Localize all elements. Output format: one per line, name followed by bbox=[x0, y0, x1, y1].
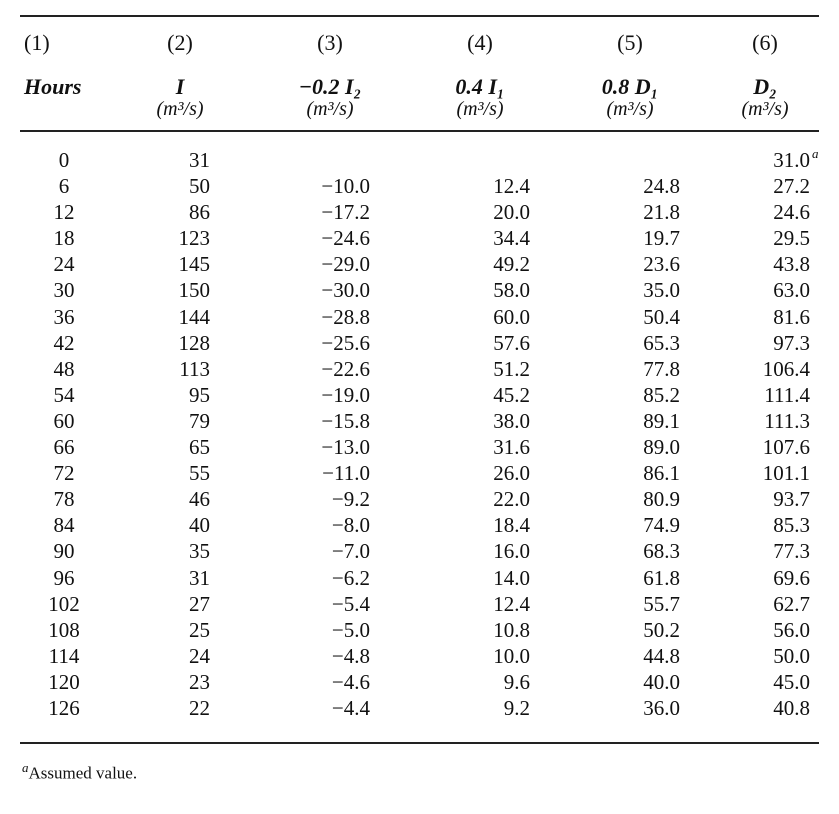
cell-neg-0-2-i2: −11.0 bbox=[322, 461, 370, 486]
cell-hours: 78 bbox=[53, 487, 75, 512]
cell-0-8-d1: 40.0 bbox=[643, 669, 680, 694]
table-row bbox=[0, 304, 839, 330]
cell-0-8-d1: 68.3 bbox=[643, 539, 680, 564]
cell-0-4-i1: 20.0 bbox=[493, 200, 530, 225]
table-row bbox=[0, 434, 839, 460]
cell-inflow: 22 bbox=[189, 695, 210, 720]
cell-hours: 42 bbox=[53, 330, 75, 355]
cell-0-8-d1: 35.0 bbox=[643, 278, 680, 303]
cell-d2: 24.6 bbox=[773, 200, 810, 225]
cell-0-8-d1: 89.0 bbox=[643, 435, 680, 460]
cell-neg-0-2-i2: −25.6 bbox=[321, 330, 370, 355]
cell-hours: 66 bbox=[53, 435, 75, 460]
cell-0-4-i1: 34.4 bbox=[493, 226, 530, 251]
cell-0-4-i1: 31.6 bbox=[493, 435, 530, 460]
cell-0-4-i1: 26.0 bbox=[493, 461, 530, 486]
table-row bbox=[0, 251, 839, 277]
cell-hours: 36 bbox=[53, 304, 75, 329]
cell-hours: 12 bbox=[53, 200, 75, 225]
cell-d2: 62.7 bbox=[773, 591, 810, 616]
cell-d2: 31.0 bbox=[773, 148, 810, 172]
column-header-inflow: I bbox=[175, 74, 185, 99]
cell-inflow: 65 bbox=[189, 435, 210, 460]
cell-inflow: 46 bbox=[189, 487, 210, 512]
cell-inflow: 145 bbox=[178, 252, 210, 277]
cell-0-8-d1: 77.8 bbox=[643, 356, 680, 381]
cell-neg-0-2-i2: −6.2 bbox=[331, 565, 370, 590]
cell-hours: 30 bbox=[53, 278, 75, 303]
cell-d2: 40.8 bbox=[773, 695, 810, 720]
cell-0-4-i1: 38.0 bbox=[493, 408, 530, 433]
cell-inflow: 128 bbox=[178, 330, 210, 355]
cell-inflow: 150 bbox=[178, 278, 210, 303]
cell-inflow: 23 bbox=[189, 669, 210, 694]
cell-neg-0-2-i2: −22.6 bbox=[321, 356, 370, 381]
cell-d2: 85.3 bbox=[773, 513, 810, 538]
cell-d2: 111.3 bbox=[764, 408, 810, 433]
table-row bbox=[0, 460, 839, 486]
cell-d2: 63.0 bbox=[773, 278, 810, 303]
cell-d2: 97.3 bbox=[773, 330, 810, 355]
table-row bbox=[0, 512, 839, 538]
cell-hours: 24 bbox=[53, 252, 75, 277]
cell-d2: 106.4 bbox=[762, 356, 810, 381]
column-header-neg-0-2-i2: −0.2 I₂ bbox=[298, 74, 362, 99]
cell-0-8-d1: 89.1 bbox=[643, 408, 680, 433]
cell-0-8-d1: 50.2 bbox=[643, 617, 680, 642]
table-row bbox=[0, 277, 839, 303]
cell-d2: 107.6 bbox=[762, 435, 810, 460]
cell-0-8-d1: 80.9 bbox=[643, 487, 680, 512]
cell-hours: 108 bbox=[48, 617, 80, 642]
column-number: (4) bbox=[467, 30, 493, 55]
cell-neg-0-2-i2: −5.0 bbox=[331, 617, 370, 642]
table-row bbox=[0, 199, 839, 225]
cell-hours: 120 bbox=[48, 669, 80, 694]
cell-0-4-i1: 12.4 bbox=[493, 591, 530, 616]
cell-inflow: 25 bbox=[189, 617, 210, 642]
cell-hours: 72 bbox=[53, 461, 75, 486]
table-row bbox=[0, 695, 839, 721]
cell-d2: 111.4 bbox=[764, 382, 810, 407]
cell-neg-0-2-i2: −4.6 bbox=[331, 669, 370, 694]
column-header-0-8-d1: 0.8 D₁ bbox=[601, 74, 659, 99]
cell-neg-0-2-i2: −19.0 bbox=[321, 382, 370, 407]
cell-0-8-d1: 86.1 bbox=[643, 461, 680, 486]
table-row bbox=[0, 643, 839, 669]
table-row bbox=[0, 538, 839, 564]
cell-hours: 48 bbox=[53, 356, 75, 381]
table-row bbox=[0, 565, 839, 591]
cell-0-4-i1: 16.0 bbox=[493, 539, 530, 564]
table-row bbox=[0, 669, 839, 695]
cell-d2: 43.8 bbox=[773, 252, 810, 277]
table-header-rule bbox=[20, 130, 819, 132]
table-row bbox=[0, 225, 839, 251]
cell-0-4-i1: 12.4 bbox=[493, 174, 530, 199]
cell-hours: 84 bbox=[53, 513, 75, 538]
table-row bbox=[0, 591, 839, 617]
column-header-hours: Hours bbox=[24, 74, 82, 99]
cell-0-8-d1: 36.0 bbox=[643, 695, 680, 720]
cell-0-4-i1: 57.6 bbox=[493, 330, 530, 355]
cell-0-8-d1: 21.8 bbox=[643, 200, 680, 225]
cell-0-8-d1: 44.8 bbox=[643, 643, 680, 668]
cell-d2: 77.3 bbox=[773, 539, 810, 564]
cell-d2: 45.0 bbox=[773, 669, 810, 694]
cell-0-8-d1: 23.6 bbox=[643, 252, 680, 277]
cell-d2: 50.0 bbox=[773, 643, 810, 668]
column-unit: (m³/s) bbox=[606, 98, 654, 120]
table-bottom-rule bbox=[20, 742, 819, 744]
cell-inflow: 123 bbox=[178, 226, 210, 251]
cell-neg-0-2-i2: −15.8 bbox=[321, 408, 370, 433]
column-unit: (m³/s) bbox=[741, 98, 789, 120]
cell-inflow: 113 bbox=[179, 356, 210, 381]
table-row bbox=[0, 147, 839, 173]
cell-0-8-d1: 55.7 bbox=[643, 591, 680, 616]
cell-neg-0-2-i2: −17.2 bbox=[321, 200, 370, 225]
table-row bbox=[0, 408, 839, 434]
column-number: (6) bbox=[752, 30, 778, 55]
column-number: (5) bbox=[617, 30, 643, 55]
cell-hours: 6 bbox=[58, 174, 70, 199]
cell-neg-0-2-i2: −29.0 bbox=[321, 252, 370, 277]
cell-inflow: 86 bbox=[189, 200, 210, 225]
column-unit: (m³/s) bbox=[156, 98, 204, 120]
cell-0-4-i1: 22.0 bbox=[493, 487, 530, 512]
cell-0-8-d1: 85.2 bbox=[643, 382, 680, 407]
cell-d2: 56.0 bbox=[773, 617, 810, 642]
cell-0-8-d1: 61.8 bbox=[643, 565, 680, 590]
cell-hours: 54 bbox=[53, 382, 75, 407]
table-row bbox=[0, 356, 839, 382]
cell-0-8-d1: 50.4 bbox=[643, 304, 680, 329]
footnote-mark: a bbox=[22, 760, 29, 775]
cell-0-4-i1: 58.0 bbox=[493, 278, 530, 303]
cell-0-4-i1: 14.0 bbox=[493, 565, 530, 590]
cell-d2: 27.2 bbox=[773, 174, 810, 199]
cell-0-8-d1: 24.8 bbox=[643, 174, 680, 199]
cell-hours: 18 bbox=[53, 226, 75, 251]
cell-neg-0-2-i2: −7.0 bbox=[331, 539, 370, 564]
column-header-0-4-i1: 0.4 I₁ bbox=[455, 74, 505, 99]
cell-neg-0-2-i2: −28.8 bbox=[321, 304, 370, 329]
cell-0-4-i1: 10.8 bbox=[493, 617, 530, 642]
column-number: (2) bbox=[167, 30, 193, 55]
cell-0-8-d1: 65.3 bbox=[643, 330, 680, 355]
cell-inflow: 24 bbox=[189, 643, 210, 668]
cell-inflow: 35 bbox=[189, 539, 210, 564]
cell-neg-0-2-i2: −5.4 bbox=[331, 591, 370, 616]
cell-inflow: 144 bbox=[178, 304, 210, 329]
cell-0-8-d1: 74.9 bbox=[643, 513, 680, 538]
cell-d2: 69.6 bbox=[773, 565, 810, 590]
cell-0-4-i1: 18.4 bbox=[493, 513, 530, 538]
cell-0-4-i1: 51.2 bbox=[493, 356, 530, 381]
cell-0-4-i1: 45.2 bbox=[493, 382, 530, 407]
cell-neg-0-2-i2: −24.6 bbox=[321, 226, 370, 251]
cell-0-4-i1: 10.0 bbox=[493, 643, 530, 668]
cell-0-8-d1: 19.7 bbox=[643, 226, 680, 251]
cell-d2: 81.6 bbox=[773, 304, 810, 329]
cell-inflow: 79 bbox=[189, 408, 210, 433]
cell-neg-0-2-i2: −10.0 bbox=[321, 174, 370, 199]
table-row bbox=[0, 330, 839, 356]
cell-inflow: 31 bbox=[189, 148, 210, 172]
cell-inflow: 40 bbox=[189, 513, 210, 538]
table-row bbox=[0, 382, 839, 408]
cell-d2: 101.1 bbox=[762, 461, 810, 486]
footnote-reference-mark: a bbox=[812, 146, 819, 161]
cell-inflow: 95 bbox=[189, 382, 210, 407]
footnote-text: Assumed value. bbox=[28, 763, 138, 783]
cell-d2: 93.7 bbox=[773, 487, 810, 512]
footnote bbox=[22, 760, 137, 784]
cell-inflow: 27 bbox=[189, 591, 210, 616]
cell-neg-0-2-i2: −4.4 bbox=[331, 695, 370, 720]
cell-neg-0-2-i2: −4.8 bbox=[331, 643, 370, 668]
cell-inflow: 50 bbox=[189, 174, 210, 199]
column-number: (1) bbox=[24, 30, 50, 55]
cell-neg-0-2-i2: −8.0 bbox=[331, 513, 370, 538]
column-unit: (m³/s) bbox=[456, 98, 504, 120]
cell-0-4-i1: 9.2 bbox=[503, 695, 530, 720]
column-header-d2: D₂ bbox=[753, 74, 777, 99]
column-number: (3) bbox=[317, 30, 343, 55]
cell-0-4-i1: 9.6 bbox=[503, 669, 530, 694]
cell-neg-0-2-i2: −9.2 bbox=[331, 487, 370, 512]
cell-0-4-i1: 49.2 bbox=[493, 252, 530, 277]
cell-neg-0-2-i2: −30.0 bbox=[321, 278, 370, 303]
cell-hours: 96 bbox=[53, 565, 75, 590]
cell-hours: 102 bbox=[48, 591, 80, 616]
column-unit: (m³/s) bbox=[306, 98, 354, 120]
table-row bbox=[0, 486, 839, 512]
table-top-rule bbox=[20, 15, 819, 17]
cell-hours: 60 bbox=[53, 408, 75, 433]
cell-hours: 0 bbox=[58, 148, 70, 172]
table-row bbox=[0, 173, 839, 199]
cell-hours: 90 bbox=[53, 539, 75, 564]
cell-hours: 126 bbox=[48, 695, 80, 720]
cell-d2: 29.5 bbox=[773, 226, 810, 251]
cell-inflow: 55 bbox=[189, 461, 210, 486]
cell-hours: 114 bbox=[48, 643, 80, 668]
table-body bbox=[0, 147, 839, 721]
cell-0-4-i1: 60.0 bbox=[493, 304, 530, 329]
table-row bbox=[0, 617, 839, 643]
cell-neg-0-2-i2: −13.0 bbox=[321, 435, 370, 460]
cell-inflow: 31 bbox=[189, 565, 210, 590]
